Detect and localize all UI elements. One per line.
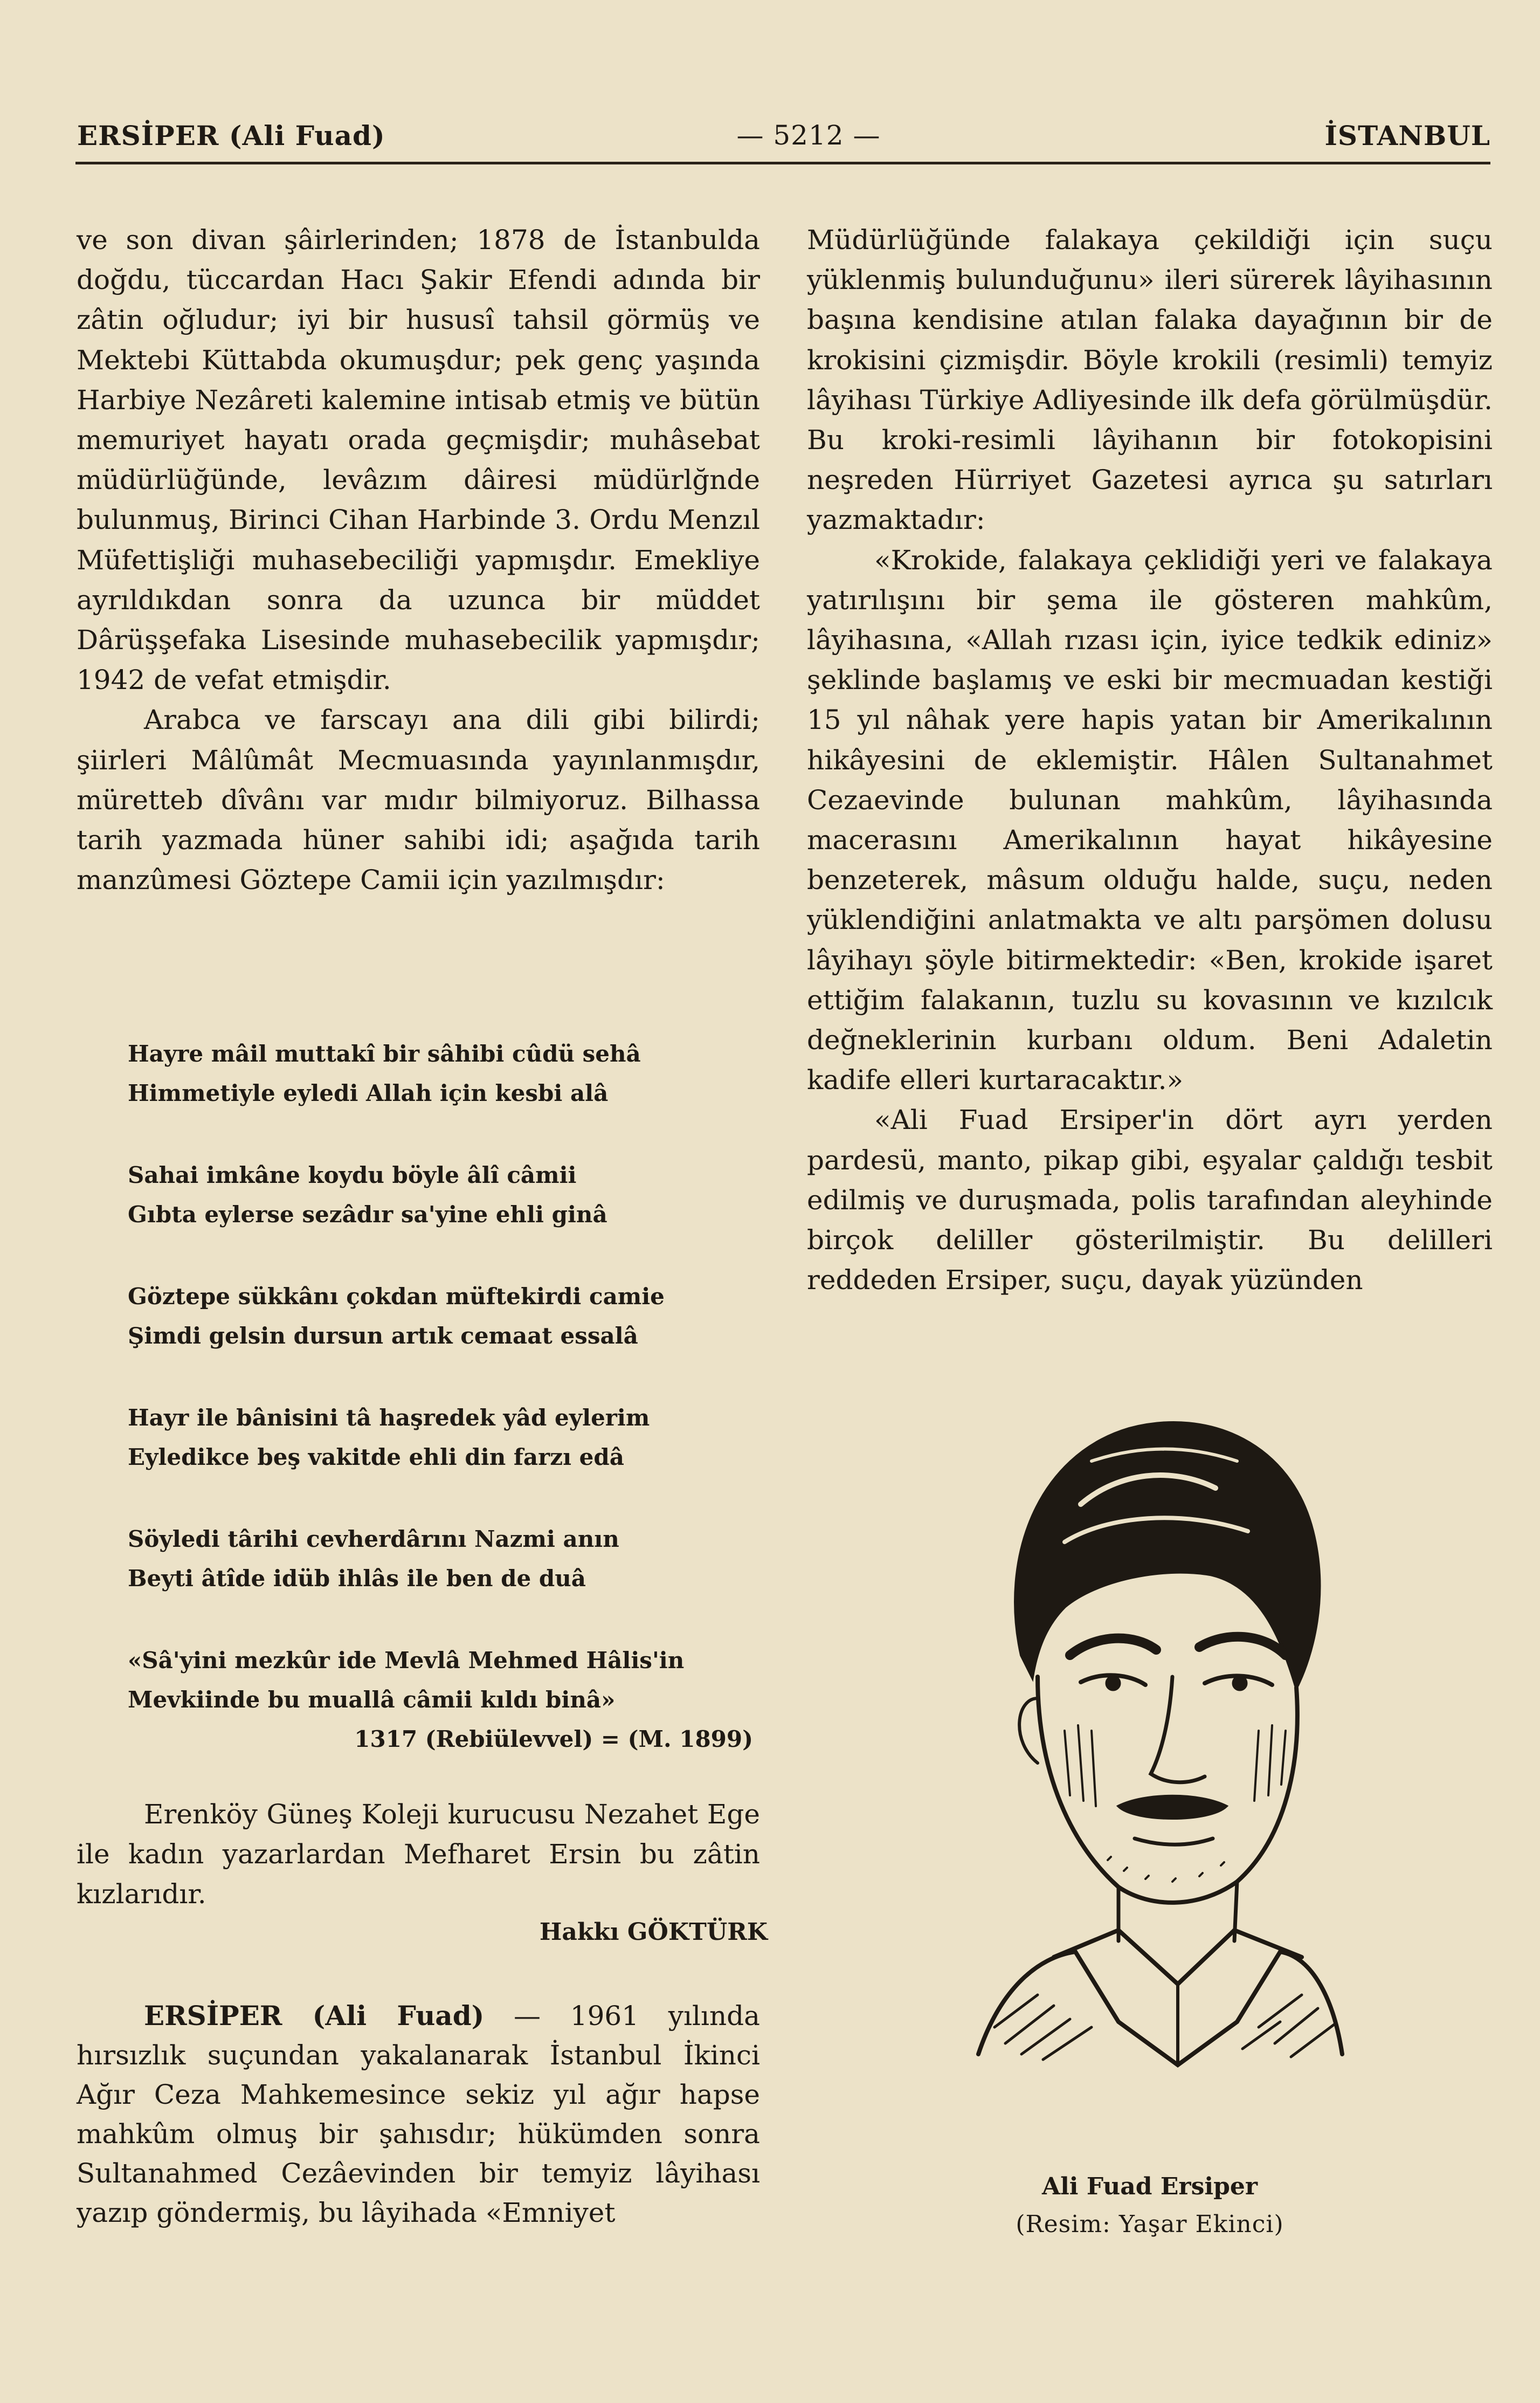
poem-stanza — [128, 1034, 764, 1113]
biography-paragraph: Arabca ve farscayı ana dili gibi bilirdi; şiirleri Mâlûmât Mecmuasında yayınlanmışdır, müretteb dîvânı var mıdır bilmiyoruz. Bilhassa tarih yazmada hüner sahibi idi; aşağıda tarih manzûmesi Göztepe Camii için yazılmışdır: — [77, 704, 760, 896]
entry-paragraph — [77, 1996, 760, 2233]
poem-line: Hayre mâil muttakî bir sâhibi cûdü sehâ — [128, 1041, 641, 1067]
poem-line: Eyledikce beş vakitde ehli din farzı edâ — [128, 1444, 624, 1470]
poem-line: Söyledi târihi cevherdârını Nazmi anın — [128, 1526, 619, 1552]
poem-line: Hayr ile bânisini tâ haşredek yâd eylerim — [128, 1404, 650, 1431]
entry-headword: ERSİPER (Ali Fuad) — [144, 2000, 485, 2032]
poem-line: Göztepe sükkânı çokdan müftekirdi camie — [128, 1283, 665, 1310]
quoted-newspaper-paragraph: «Krokide, falakaya çeklidiği yeri ve falakaya yatırılışını bir şema ile gösteren mahkûm, lâyihasına, «Allah rızası için, iyice tedkik ediniz» şeklinde başlamış ve eski bir mecmuadan kestiği 15 yıl nâhak yere hapis yatan bir Amerikalının hikâyesini de eklemiştir. Hâlen Sultanahmet Cezaevinde bulunan mahkûm, lâyihasında macerasını Amerikalının hayat hikâyesine benzeterek, mâsum olduğu halde, suçu, neden yüklendiğini anlatmakta ve altı parşömen dolusu lâyihayı şöyle bitirmektedir: «Ben, krokide işaret ettiğim falakanın, tuzlu su kovasının ve kızılcık değneklerinin kurbanı oldum. Beni Adaletin kadife elleri kurtaracaktır.» — [807, 544, 1493, 1096]
page-number: — 5212 — — [736, 120, 881, 151]
entry-continuation-paragraph: Müdürlüğünde falakaya çekildiği için suçu yüklenmiş bulunduğunu» ileri sürerek lâyihasının başına kendisine atılan falaka dayağının bir de krokisini çizmişdir. Böyle krokili (resimli) temyiz lâyihası Türkiye Adliyesinde ilk defa görülmüşdür. Bu kroki-resimli lâyihanın bir fotokopisini neşreden Hürriyet Gazetesi ayrıca şu satırları yazmaktadır: — [807, 224, 1493, 536]
poem-line: «Sâ'yini mezkûr ide Mevlâ Mehmed Hâlis'in — [128, 1647, 685, 1674]
poem-line: Şimdi gelsin dursun artık cemaat essalâ — [128, 1323, 638, 1349]
figure-caption-name: Ali Fuad Ersiper — [1041, 2173, 1258, 2200]
author-signature: Hakkı GÖKTÜRK — [539, 1918, 768, 1946]
left-column — [77, 220, 760, 900]
poem-stanza — [128, 1277, 764, 1355]
poem-line: Mevkiinde bu muallâ câmii kıldı binâ» — [128, 1686, 616, 1713]
poem-stanza — [128, 1155, 764, 1234]
biography-paragraph: ve son divan şâirlerinden; 1878 de İstanbulda doğdu, tüccardan Hacı Şakir Efendi adında bir zâtin oğludur; iyi bir hususî tahsil görmüş ve Mektebi Küttabda okumuşdur; pek genç yaşında Harbiye Nezâreti kalemine intisab etmiş ve bütün memuriyet hayatı orada geçmişdir; muhâsebat müdürlüğünde, levâzım dâiresi müdürlğnde bulunmuş, Birinci Cihan Harbinde 3. Ordu Menzıl Müfettişliği muhasebeciliği yapmışdır. Emekliye ayrıldıkdan sonra da uzunca bir müddet Dârüşşefaka Lisesinde muhasebecilik yapmışdır; 1942 de vefat etmişdir. — [77, 224, 760, 696]
poem-line: Sahai imkâne koydu böyle âlî câmii — [128, 1162, 577, 1188]
portrait-drawing — [957, 1353, 1345, 2097]
poem-line: Gıbta eylerse sezâdır sa'yine ehli ginâ — [128, 1201, 607, 1228]
entry-block — [77, 1996, 760, 2233]
poem-line: Beyti âtîde idüb ihlâs ile ben de duâ — [128, 1565, 586, 1592]
closing-paragraph-block — [77, 1794, 760, 1914]
poem-date: 1317 (Rebiülevvel) = (M. 1899) — [354, 1726, 753, 1752]
entry-text: — 1961 yılında hırsızlık suçundan yakalanarak İstanbul İkinci Ağır Ceza Mahkemesince sekiz yıl ağır hapse mahkûm olmuş bir şahısdır; hükümden sonra Sultanahmed Cezâevinden bir temyiz lâyihası yazıp göndermiş, bu lâyihada «Emniyet — [77, 2000, 760, 2228]
poem-stanza — [128, 1398, 764, 1477]
entry-continuation-paragraph: «Ali Fuad Ersiper'in dört ayrı yerden pardesü, manto, pikap gibi, eşyalar çaldığı tesbit edilmiş ve duruşmada, polis tarafından aleyhinde birçok deliller gösterilmiştir. Bu delilleri reddeden Ersiper, suçu, dayak yüzünden — [807, 1104, 1493, 1296]
poem-line: Himmetiyle eyledi Allah için kesbi alâ — [128, 1080, 609, 1106]
running-header-left: ERSİPER (Ali Fuad) — [77, 120, 385, 152]
header-rule — [75, 162, 1490, 164]
figure-caption-credit: (Resim: Yaşar Ekinci) — [1016, 2211, 1284, 2238]
right-column — [807, 220, 1493, 1300]
poem-stanza — [128, 1641, 764, 1759]
poem-stanza — [128, 1519, 764, 1598]
chronogram-poem — [128, 1034, 764, 1759]
running-header-right: İSTANBUL — [1324, 120, 1490, 152]
closing-paragraph: Erenköy Güneş Koleji kurucusu Nezahet Ege ile kadın yazarlardan Mefharet Ersin bu zâtin kızlarıdır. — [77, 1799, 760, 1910]
